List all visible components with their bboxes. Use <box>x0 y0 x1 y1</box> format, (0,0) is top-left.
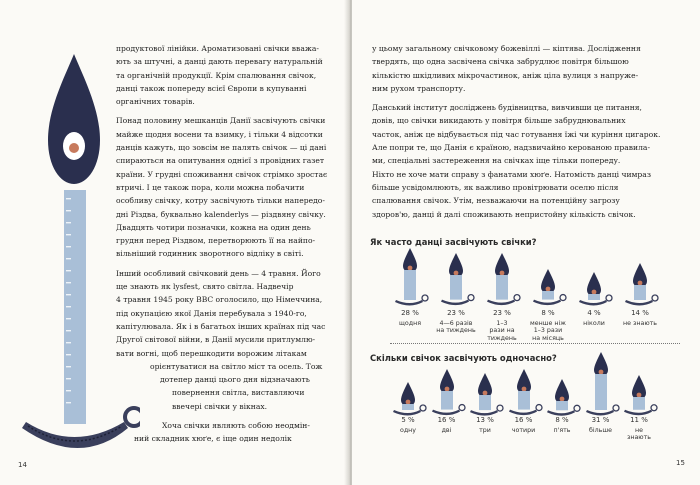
left_page-line: ще знають як lysfest, свято світла. Надвечір <box>116 282 294 292</box>
value-label: 14 % <box>631 309 649 317</box>
left_page-line: продуктової лінійки. Ароматизовані свічки вважа- <box>116 44 319 53</box>
value-label: 13 % <box>476 416 494 424</box>
candle-bar <box>619 373 659 418</box>
category-label-line: 4—6 разів <box>439 320 473 327</box>
candle-bar <box>388 380 428 418</box>
page-number-left: 14 <box>18 461 27 469</box>
category-label-line: дві <box>441 427 452 434</box>
left_page-line: особливу свічку, котру засвічують тільки напередо- <box>116 196 325 206</box>
category-label-line: не <box>635 427 643 434</box>
left_page-line: Другої світової війни, в Данії мусили притлумлю- <box>116 335 316 345</box>
value-label: 31 % <box>591 416 610 424</box>
right_page-line: Данський інститут досліджень будівництва, вивчивши це питання, <box>372 103 642 113</box>
category-label-line: 1–3 <box>496 320 508 327</box>
page-number-right: 15 <box>676 459 685 467</box>
candle-body <box>542 291 554 300</box>
candle-bar <box>620 261 660 308</box>
left_page-line: вільніший годинник зворотного відліку в світі. <box>116 249 304 259</box>
category-label-line: 1–3 рази <box>533 327 563 335</box>
left_page-line: Понад половину мешканців Данії засвічують свічки <box>116 116 326 126</box>
left_page-line: данці також попереду всієї Європи в купуванні <box>116 83 307 93</box>
left_page-line: під окупацією якої Данія перебувала з 1940-го, <box>116 308 307 318</box>
candle-body <box>633 397 645 410</box>
candle-bar <box>427 367 467 418</box>
value-label: 4 % <box>587 309 601 317</box>
category-label-line: тиждень <box>487 334 517 342</box>
candle-body <box>634 285 646 300</box>
left_page-line: Двадцять чотири позначки, кожна на один день <box>116 222 311 232</box>
category-label-line: не знають <box>623 320 657 327</box>
chart-1-title: Як часто данці засвічують свічки? <box>370 237 537 247</box>
candle-body <box>496 275 508 300</box>
candle-bar <box>542 377 582 418</box>
right_page-line: ним рухом транспорту. <box>372 83 466 93</box>
right_page-line: у цьому загальному свічковому божевіллі — кіптява. Дослідження <box>372 44 641 53</box>
value-label: 5 % <box>401 416 415 424</box>
candle-body <box>404 270 416 300</box>
right_page-line: часток, аніж це відбувається під час готування їжі чи куріння цигарок. <box>372 129 661 139</box>
left_page-line: Інший особливий свічковий день — 4 травня. Його <box>116 268 321 278</box>
category-label <box>478 320 526 342</box>
candle-bar <box>436 251 476 308</box>
left_page-line: дні Різдва, буквально kalenderlys — різдвяну свічку. <box>116 209 326 219</box>
left_page-line: повернення світла, виставляючи <box>172 388 305 398</box>
left_page-line: країни. У грудні споживання свічок стрімко зростає <box>116 169 328 179</box>
category-label-line: чотири <box>511 427 536 434</box>
left_page-line: капітулювала. Як і в багатьох інших країнах під час <box>116 321 326 331</box>
candle-body <box>588 294 600 300</box>
candle-bar <box>581 350 621 418</box>
right_page-line: кількістю шкідливих мікрочастинок, аніж ціла вулиця з напруже- <box>372 70 639 80</box>
candle-body <box>595 374 607 410</box>
category-label <box>615 427 663 442</box>
right_page-line: здоров'ю, данці й далі споживають непристойну кількість свічок. <box>372 209 636 219</box>
category-label-line: три <box>479 427 491 434</box>
left-body-text <box>116 42 327 446</box>
candle-body <box>450 275 462 300</box>
category-label-line: на тиждень <box>436 327 476 335</box>
candle-bar <box>465 371 505 418</box>
left_page-line: спираються на опитування однієї з провідних газет <box>116 156 325 166</box>
left_page-line: Хоча свічки являють собою неодмін- <box>162 421 310 431</box>
value-label: 8 % <box>541 309 555 317</box>
left_page-line: 4 травня 1945 року ВВС оголосило, що Німеччина, <box>116 295 323 305</box>
category-label-line: на місяць <box>532 334 564 342</box>
value-label: 16 % <box>437 416 456 424</box>
right_page-line: Але попри те, що Данія є країною, надзвичайно керованою правила- <box>372 143 651 153</box>
left_page-line: данців кажуть, що зовсім не палять свічок — ці дані <box>116 143 327 153</box>
candle-bar <box>390 246 430 308</box>
category-label-line: рази на <box>489 327 515 335</box>
left_page-line: грудня перед Різдвом, перетворюють її на найпо- <box>116 236 316 246</box>
left_page-line: дотепер данці цього дня відзначають <box>160 375 310 385</box>
candle-bar <box>528 267 568 308</box>
candle-bar <box>574 270 614 308</box>
category-label-line: щодня <box>398 320 422 327</box>
candle-body <box>441 391 453 410</box>
right-body-text <box>372 42 660 221</box>
left-page <box>0 0 348 485</box>
chart-2-title: Скільки свічок засвічують одночасно? <box>370 353 557 363</box>
right_page-line: довів, що свічки викидають у повітря більше забруднювальних <box>372 116 626 126</box>
left_page-line: органічних товарів. <box>116 97 195 107</box>
candle-bar <box>482 251 522 308</box>
left_page-line: вати вогні, щоб перешкодити ворожим літакам <box>116 348 307 358</box>
candle-body <box>479 395 491 410</box>
right_page-line: твердять, що одна засвічена свічка забрудлює повітря більшою <box>372 57 629 67</box>
value-label: 28 % <box>401 309 419 317</box>
category-label-line: знають <box>626 434 651 442</box>
category-label <box>616 320 664 327</box>
category-label-line: п'ять <box>553 427 571 434</box>
left_page-line: орієнтуватися на світло міст та осель. Тож <box>150 361 323 371</box>
right_page-line: більше усвідомлюють, як важливо провітрювати оселю після <box>372 182 619 192</box>
right_page-line: спалювання свічок. Утім, незважаючи на потенційну загрозу <box>372 196 620 206</box>
left_page-line: ють за штучні, а данці дають перевагу натуральній <box>116 57 323 67</box>
category-label-line: ніколи <box>583 320 605 327</box>
category-label-line: одну <box>399 427 417 434</box>
left_page-line: та органічній продукції. Крім спалювання свічок, <box>116 70 317 80</box>
right_page-line: Ніхто не хоче мати справу з фанатами хюґе. Натомість данці чимраз <box>372 169 651 179</box>
candle-bar <box>504 367 544 418</box>
left_page-line: майже щодня восени та взимку, і тільки 4 відсотки <box>116 129 323 139</box>
candle-body <box>518 391 530 410</box>
chart-divider <box>390 343 680 344</box>
value-label: 8 % <box>555 416 569 424</box>
category-label <box>386 320 434 327</box>
left_page-line: втричі. І це також пора, коли можна побачити <box>116 182 305 192</box>
category-label-line: більше <box>588 427 612 434</box>
category-label-line: менше ніж <box>530 320 566 327</box>
left_page-line: ввечері свічки у вікнах. <box>172 401 268 411</box>
value-label: 23 % <box>447 309 465 317</box>
value-label: 23 % <box>493 309 511 317</box>
left_page-line: ний складник хюґе, є іще один недолік <box>134 434 292 444</box>
category-label <box>524 320 572 342</box>
value-label: 11 % <box>630 416 648 424</box>
category-label <box>432 320 480 335</box>
category-label <box>570 320 618 327</box>
candle-body <box>556 401 568 410</box>
right_page-line: ми, спеціальні застереження на свічках іще тільки попереду. <box>372 156 621 166</box>
candle-body <box>402 404 414 410</box>
value-label: 16 % <box>514 416 533 424</box>
